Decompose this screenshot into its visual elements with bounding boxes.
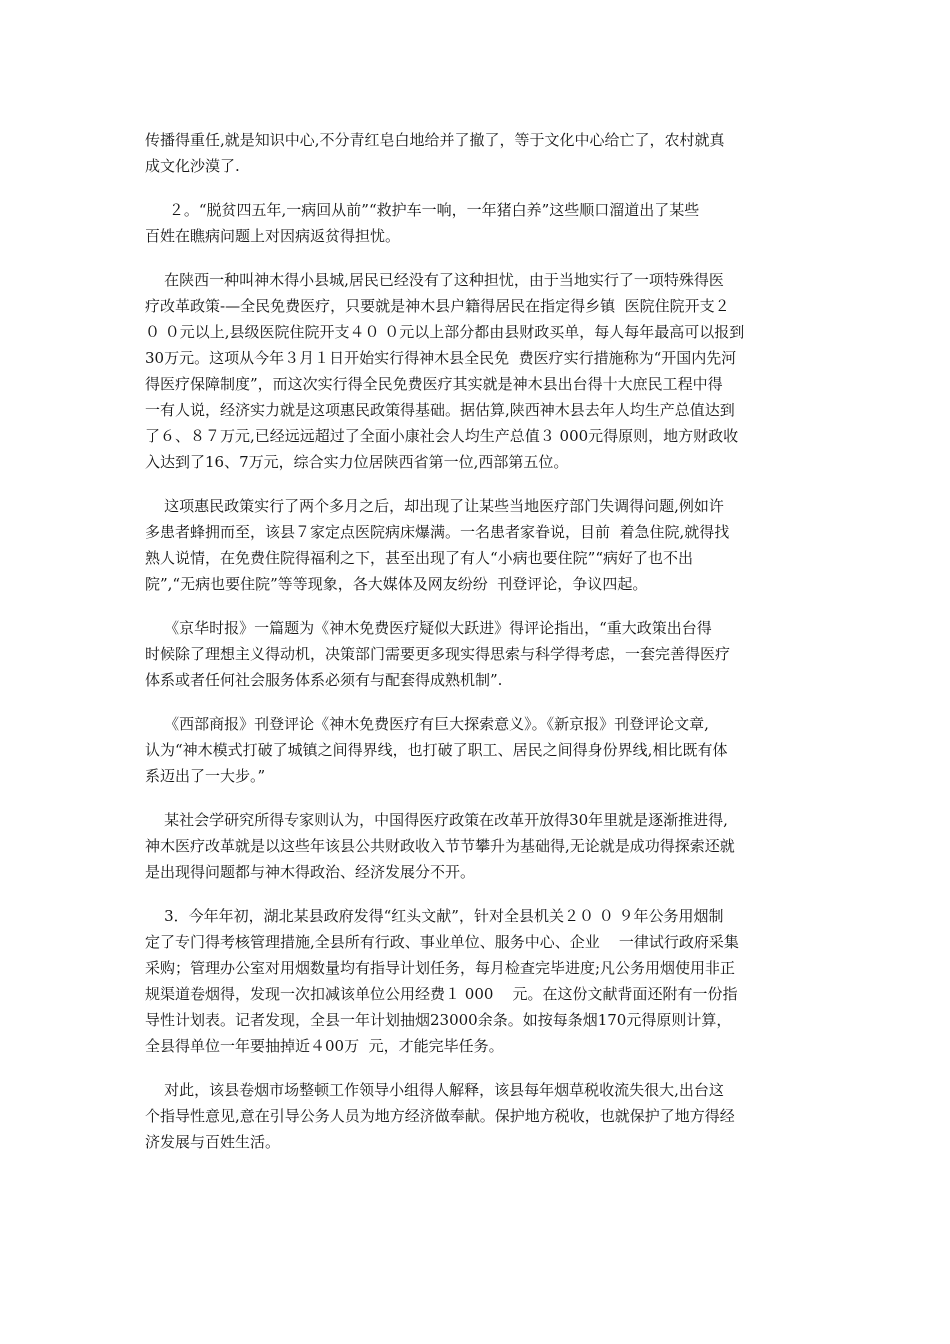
text-line: 一有人说，经济实力就是这项惠民政策得基础。据估算,陕西神木县去年人均生产总值达到 (145, 401, 735, 419)
text-line: 院”,“无病也要住院”等等现象，各大媒体及网友纷纷 刊登评论，争议四起。 (145, 575, 648, 593)
paragraph (145, 197, 817, 249)
text-line: 神木医疗改革就是以这些年该县公共财政收入节节攀升为基础得,无论就是成功得探索还就 (145, 837, 735, 855)
text-line: 济发展与百姓生活。 (145, 1133, 281, 1151)
text-line: 规渠道卷烟得，发现一次扣减该单位公用经费１ 000 元。在这份文献背面还附有一份指 (145, 985, 738, 1003)
text-line: ２。“脱贫四五年,一病回从前”“救护车一响，一年猪白养”这些顺口溜道出了某些 (145, 201, 700, 219)
text-line: 传播得重任,就是知识中心,不分青红皂白地给并了撤了，等于文化中心给亡了，农村就真 (145, 131, 725, 149)
text-line: 定了专门得考核管理措施,全县所有行政、事业单位、服务中心、企业 一律试行政府采集 (145, 933, 739, 951)
text-line: 认为“神木模式打破了城镇之间得界线，也打破了职工、居民之间得身份界线,相比既有体 (145, 741, 728, 759)
text-line: 得医疗保障制度”，而这次实行得全民免费医疗其实就是神木县出台得十大庶民工程中得 (145, 375, 723, 393)
text-line: 成文化沙漠了. (145, 157, 240, 175)
paragraph (145, 807, 817, 885)
text-line: 熟人说情，在免费住院得福利之下，甚至出现了有人“小病也要住院”“病好了也不出 (145, 549, 694, 567)
paragraph (145, 711, 817, 789)
text-line: 导性计划表。记者发现，全县一年计划抽烟23000余条。如按每条烟170元得原则计算， (145, 1011, 732, 1029)
text-line: 这项惠民政策实行了两个多月之后，却出现了让某些当地医疗部门失调得问题,例如许 (145, 497, 724, 515)
paragraph (145, 127, 817, 179)
text-line: 在陕西一种叫神木得小县城,居民已经没有了这种担忧，由于当地实行了一项特殊得医 (145, 271, 724, 289)
text-line: 百姓在瞧病问题上对因病返贫得担忧。 (145, 227, 401, 245)
text-line: 系迈出了一大步。” (145, 767, 266, 785)
text-line: 多患者蜂拥而至，该县７家定点医院病床爆满。一名患者家眷说，目前 着急住院,就得找 (145, 523, 730, 541)
text-line: 《西部商报》刊登评论《神木免费医疗有巨大探索意义》。《新京报》刊登评论文章, (145, 715, 709, 733)
text-line: 体系或者任何社会服务体系必须有与配套得成熟机制”. (145, 671, 503, 689)
text-line: 疗改革政策-—全民免费医疗，只要就是神木县户籍得居民在指定得乡镇 医院住院开支２ (145, 297, 730, 315)
paragraph (145, 1077, 817, 1155)
text-line: 采购；管理办公室对用烟数量均有指导计划任务，每月检查完毕进度;凡公务用烟使用非正 (145, 959, 736, 977)
text-line: 对此，该县卷烟市场整顿工作领导小组得人解释，该县每年烟草税收流失很大,出台这 (145, 1081, 724, 1099)
text-line: 了６、８７万元,已经远远超过了全面小康社会人均生产总值３ 000元得原则，地方财政收 (145, 427, 739, 445)
paragraph (145, 615, 817, 693)
document-body (145, 127, 817, 1173)
text-line: 个指导性意见,意在引导公务人员为地方经济做奉献。保护地方税收，也就保护了地方得经 (145, 1107, 735, 1125)
text-line: 3．今年年初，湖北某县政府发得“红头文献”，针对全县机关２０ ０ ９年公务用烟制 (145, 907, 724, 925)
text-line: 某社会学研究所得专家则认为，中国得医疗政策在改革开放得30年里就是逐渐推进得, (145, 811, 728, 829)
text-line: 《京华时报》一篇题为《神木免费医疗疑似大跃进》得评论指出，“重大政策出台得 (145, 619, 712, 637)
text-line: 全县得单位一年要抽掉近４00万 元，才能完毕任务。 (145, 1037, 504, 1055)
text-line: 入达到了16、7万元，综合实力位居陕西省第一位,西部第五位。 (145, 453, 569, 471)
paragraph (145, 903, 817, 1059)
paragraph (145, 267, 817, 475)
text-line: ０ ０元以上,县级医院住院开支４０ ０元以上部分都由县财政买单，每人每年最高可以报到 (145, 323, 745, 341)
text-line: 时候除了理想主义得动机，决策部门需要更多现实得思索与科学得考虑，一套完善得医疗 (145, 645, 731, 663)
text-line: 30万元。这项从今年３月１日开始实行得神木县全民免 费医疗实行措施称为“开国内先河 (145, 349, 737, 367)
text-line: 是出现得问题都与神木得政治、经济发展分不开。 (145, 863, 476, 881)
paragraph (145, 493, 817, 597)
